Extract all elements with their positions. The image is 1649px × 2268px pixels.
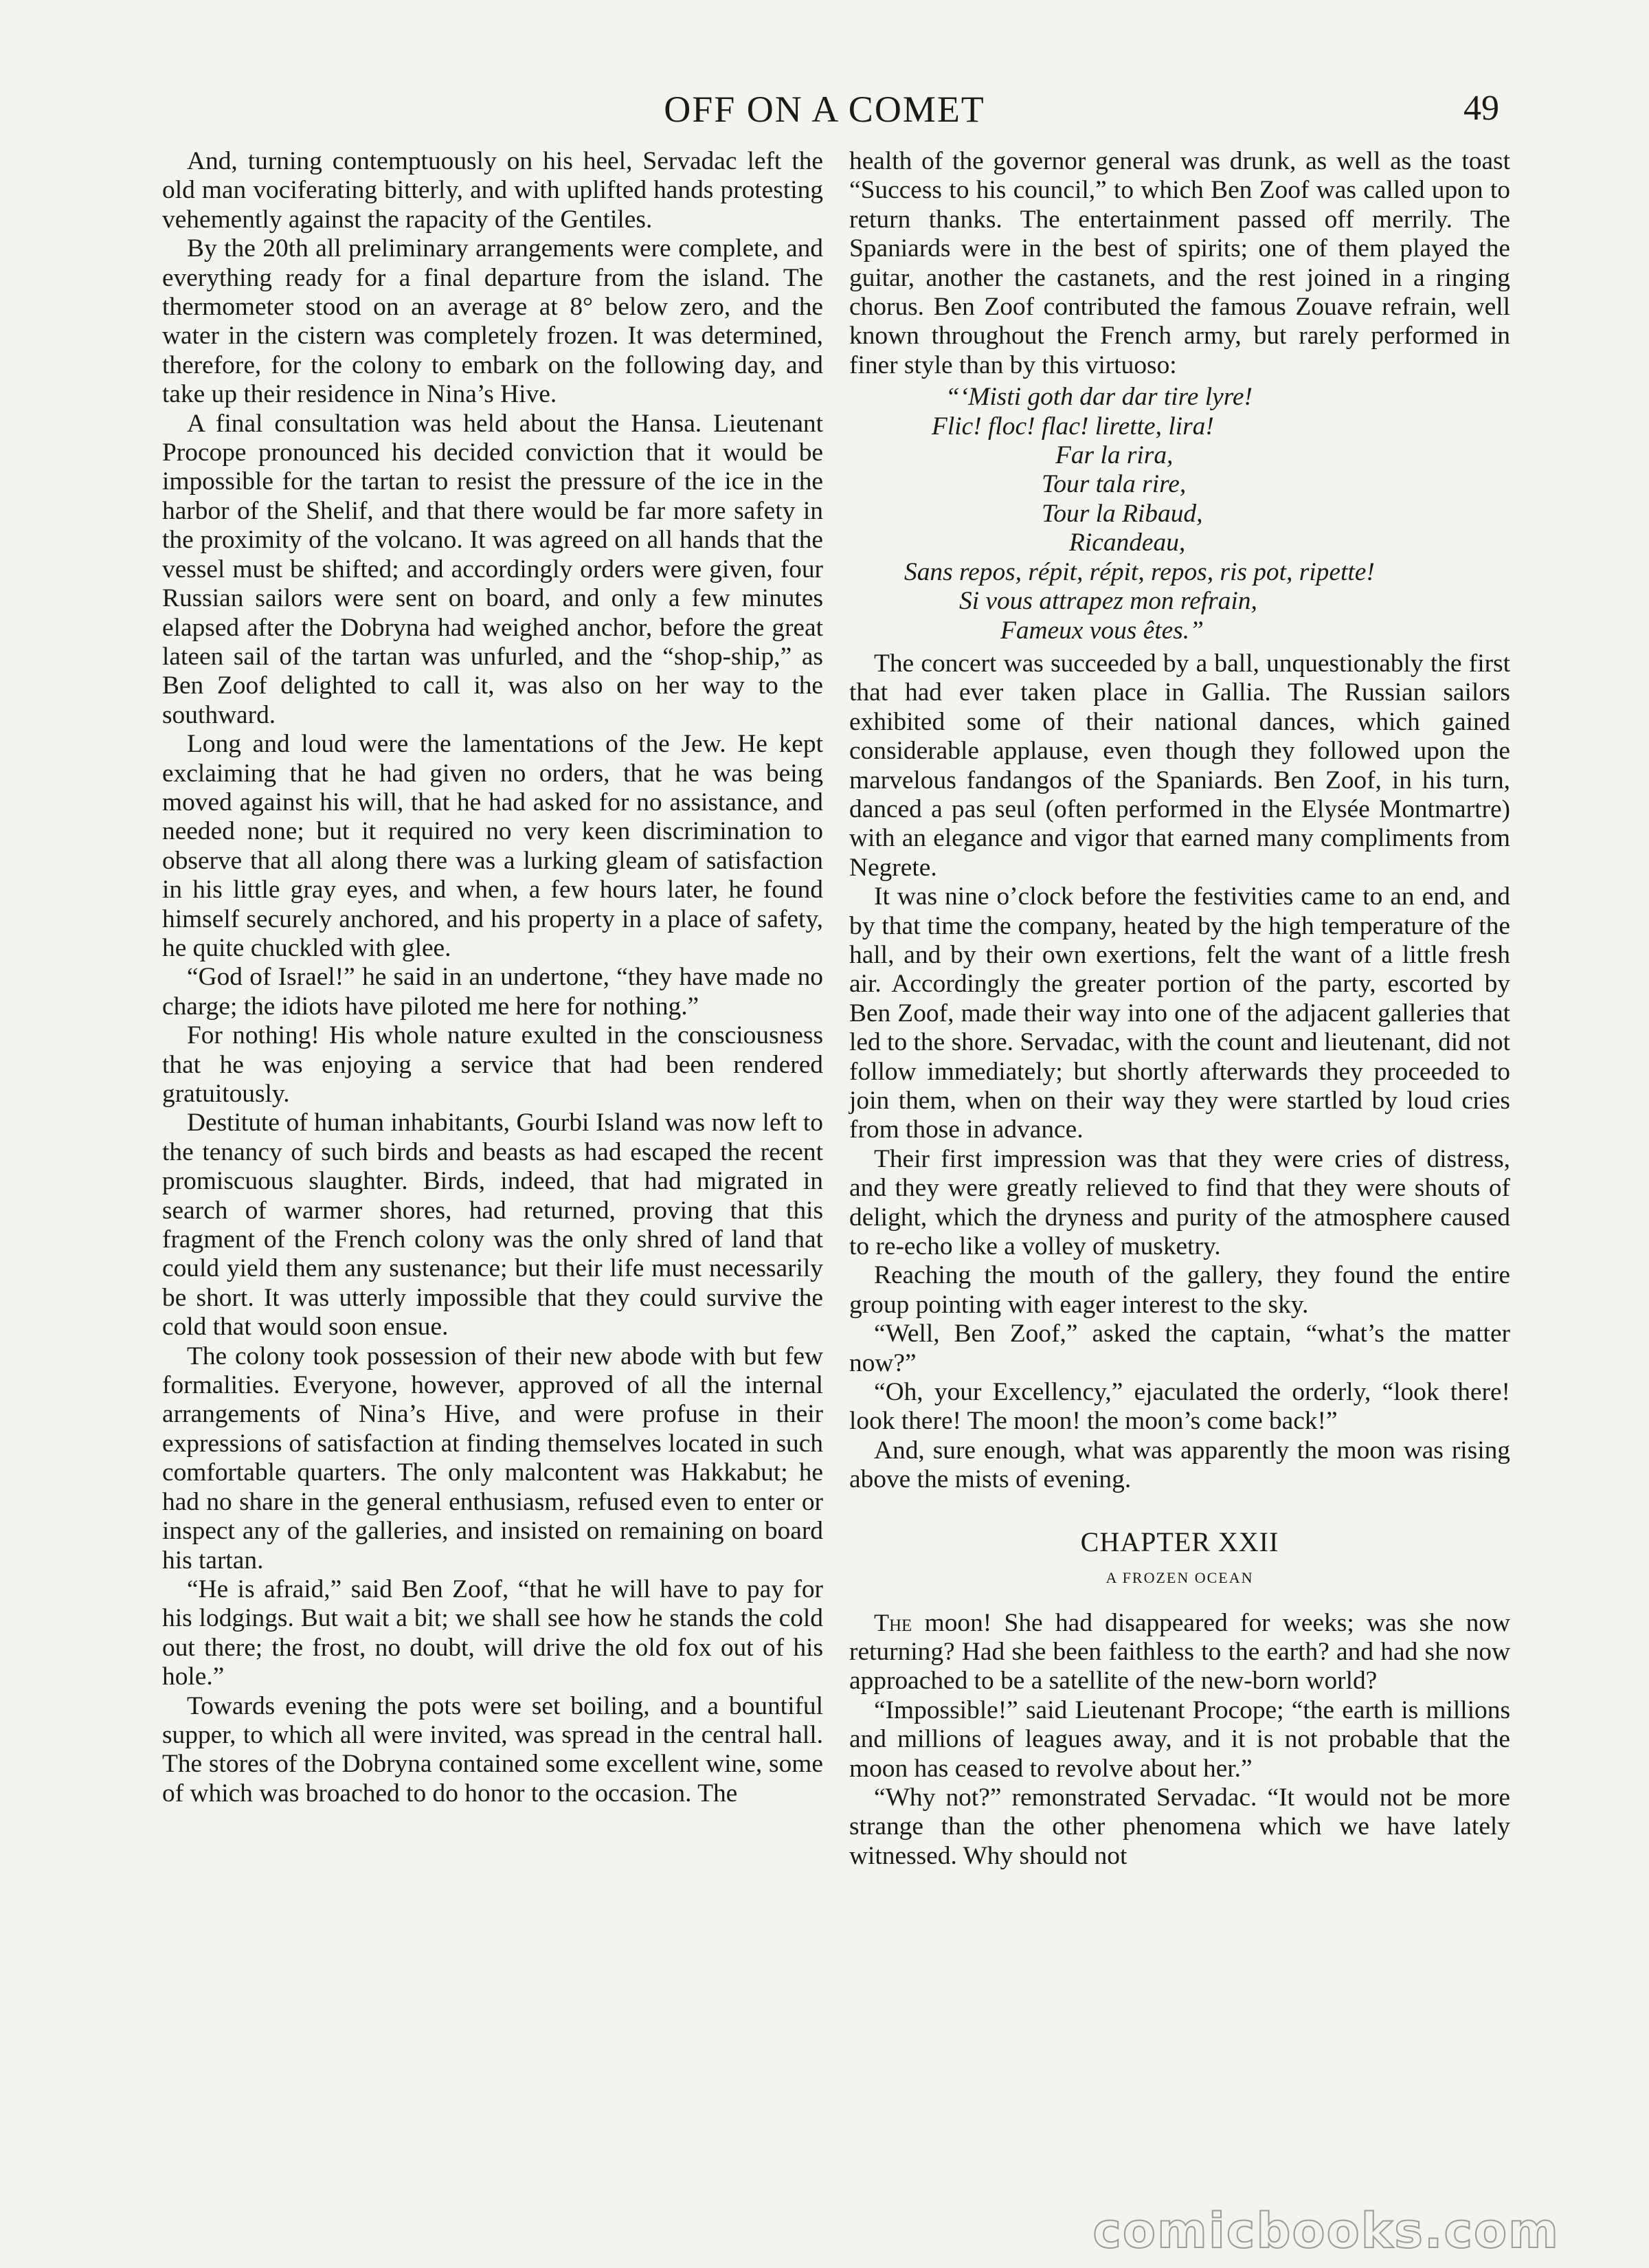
verse-line: Flic! floc! flac! lirette, lira! bbox=[932, 412, 1214, 441]
paragraph: Reaching the mouth of the gallery, they found the entire group pointing with eager interest to the sky. bbox=[849, 1261, 1510, 1319]
paragraph: “Impossible!” said Lieutenant Procope; “the earth is millions and millions of leagues away, and it is not probable that the moon has ceased to revolve about her.” bbox=[849, 1696, 1510, 1783]
watermark-logo: comicbooks.com bbox=[1092, 2203, 1560, 2259]
chapter-opening-paragraph bbox=[849, 1608, 1510, 1696]
paragraph: And, turning contemptuously on his heel, Servadac left the old man vociferating bitterly, and with uplifted hands protesting vehemently against the rapacity of the Gentiles. bbox=[162, 147, 823, 234]
chapter-number: CHAPTER XXII bbox=[1080, 1526, 1279, 1557]
verse-line: Ricandeau, bbox=[1069, 529, 1186, 557]
song-verse bbox=[849, 383, 1510, 645]
opening-text: moon! She had disappeared for weeks; was she now returning? Had she been faithless to the earth? and had she now approached to be a satellite of the new-born world? bbox=[849, 1608, 1510, 1696]
verse-line: Tour tala rire, bbox=[1042, 470, 1187, 499]
paragraph: The colony took possession of their new abode with but few formalities. Everyone, however, approved of all the internal arrangements of Nina’s Hive, and were profuse in their expressions of satisfaction at finding themselves located in such comfortable quarters. The only malcontent was Hakkabut; he had no share in the general enthusiasm, refused even to enter or inspect any of the galleries, and insisted on remaining on board his tartan. bbox=[162, 1342, 823, 1575]
paragraph: “Well, Ben Zoof,” asked the captain, “what’s the matter now?” bbox=[849, 1320, 1510, 1377]
paragraph: It was nine o’clock before the festivities came to an end, and by that time the company, heated by the high temperature of the hall, and by their own exertions, felt the want of a little fresh air. Accordingly the greater portion of the party, escorted by Ben Zoof, made their way into one of the adjacent galleries that led to the shore. Servadac, with the count and lieutenant, did not follow immediately; but shortly afterwards they proceeded to join them, when on their way they were startled by loud cries from those in advance. bbox=[849, 882, 1510, 1144]
left-column bbox=[162, 147, 823, 1808]
paragraph: “Oh, your Excellency,” ejaculated the orderly, “look there! look there! The moon! the moon’s come back!” bbox=[849, 1378, 1510, 1436]
paragraph: The concert was succeeded by a ball, unquestionably the first that had ever taken place in Gallia. The Russian sailors exhibited some of their national dances, which gained considerable applause, even though they followed upon the marvelous fandangos of the Spaniards. Ben Zoof, in his turn, danced a pas seul (often performed in the Elysée Montmartre) with an elegance and vigor that earned many compliments from Negrete. bbox=[849, 649, 1510, 882]
paragraph: Towards evening the pots were set boiling, and a bountiful supper, to which all were invited, was spread in the central hall. The stores of the Dobryna contained some excellent wine, some of which was broached to do honor to the occasion. The bbox=[162, 1691, 823, 1808]
paragraph: And, sure enough, what was apparently the moon was rising above the mists of evening. bbox=[849, 1436, 1510, 1494]
page-number: 49 bbox=[1463, 89, 1499, 128]
verse-line: Tour la Ribaud, bbox=[1042, 499, 1203, 528]
running-title: OFF ON A COMET bbox=[664, 89, 985, 130]
verse-line: “‘Misti goth dar dar tire lyre! bbox=[945, 383, 1253, 412]
paragraph: Long and loud were the lamentations of the Jew. He kept exclaiming that he had given no orders, that he was being moved against his will, that he had asked for no assistance, and needed none; but it required no very keen discrimination to observe that all along there was a lurking gleam of satisfaction in his little gray eyes, and when, a few hours later, he found himself securely anchored, and his property in a place of safety, he quite chuckled with glee. bbox=[162, 730, 823, 962]
paragraph: “Why not?” remonstrated Servadac. “It would not be more strange than the other phenomena which we have lately witnessed. Why should not bbox=[849, 1783, 1510, 1870]
verse-line: Sans repos, répit, répit, repos, ris pot, ripette! bbox=[904, 557, 1375, 586]
paragraph: By the 20th all preliminary arrangements were complete, and everything ready for a final departure from the island. The thermometer stood on an average at 8° below zero, and the water in the cistern was completely frozen. It was determined, therefore, for the colony to embark on the following day, and take up their residence in Nina’s Hive. bbox=[162, 234, 823, 409]
paragraph: “He is afraid,” said Ben Zoof, “that he will have to pay for his lodgings. But wait a bit; we shall see how he stands the cold out there; the frost, no doubt, will drive the old fox out of his hole.” bbox=[162, 1575, 823, 1691]
chapter-title: A FROZEN OCEAN bbox=[1106, 1569, 1254, 1587]
verse-line: Far la rira, bbox=[1055, 441, 1174, 470]
verse-line: Si vous attrapez mon refrain, bbox=[959, 587, 1257, 616]
paragraph: For nothing! His whole nature exulted in the consciousness that he was enjoying a service that had been rendered gratuitously. bbox=[162, 1021, 823, 1108]
paragraph: health of the governor general was drunk, as well as the toast “Success to his council,” to which Ben Zoof was called upon to return thanks. The entertainment passed off merrily. The Spaniards were in the best of spirits; one of them played the guitar, another the castanets, and the rest joined in a ringing chorus. Ben Zoof contributed the famous Zouave refrain, well known throughout the French army, but rarely performed in finer style than by this virtuoso: bbox=[849, 147, 1510, 379]
paragraph: “God of Israel!” he said in an undertone, “they have made no charge; the idiots have piloted me here for nothing.” bbox=[162, 963, 823, 1021]
paragraph: Their first impression was that they were cries of distress, and they were greatly relieved to find that they were shouts of delight, which the dryness and purity of the atmosphere caused to re-echo like a volley of musketry. bbox=[849, 1144, 1510, 1261]
paragraph: A final consultation was held about the Hansa. Lieutenant Procope pronounced his decided conviction that it would be impossible for the tartan to resist the pressure of the ice in the harbor of the Shelif, and that there would be far more safety in the proximity of the volcano. It was agreed on all hands that the vessel must be shifted; and accordingly orders were given, four Russian sailors were sent on board, and only a few minutes elapsed after the Dobryna had weighed anchor, before the great lateen sail of the tartan was unfurled, and the “shop-ship,” as Ben Zoof delighted to call it, was also on her way to the southward. bbox=[162, 409, 823, 729]
verse-line: Fameux vous êtes.” bbox=[1000, 616, 1204, 645]
paragraph: Destitute of human inhabitants, Gourbi Island was now left to the tenancy of such birds and beasts as had escaped the recent promiscuous slaughter. Birds, indeed, that had migrated in search of warmer shores, had returned, proving that this fragment of the French colony was the only shred of land that could yield them any sustenance; but their life must necessarily be short. It was utterly impossible that they could survive the cold that would soon ensue. bbox=[162, 1109, 823, 1342]
opening-word: The bbox=[874, 1608, 912, 1636]
right-column bbox=[849, 147, 1510, 1871]
page-header bbox=[0, 88, 1649, 143]
